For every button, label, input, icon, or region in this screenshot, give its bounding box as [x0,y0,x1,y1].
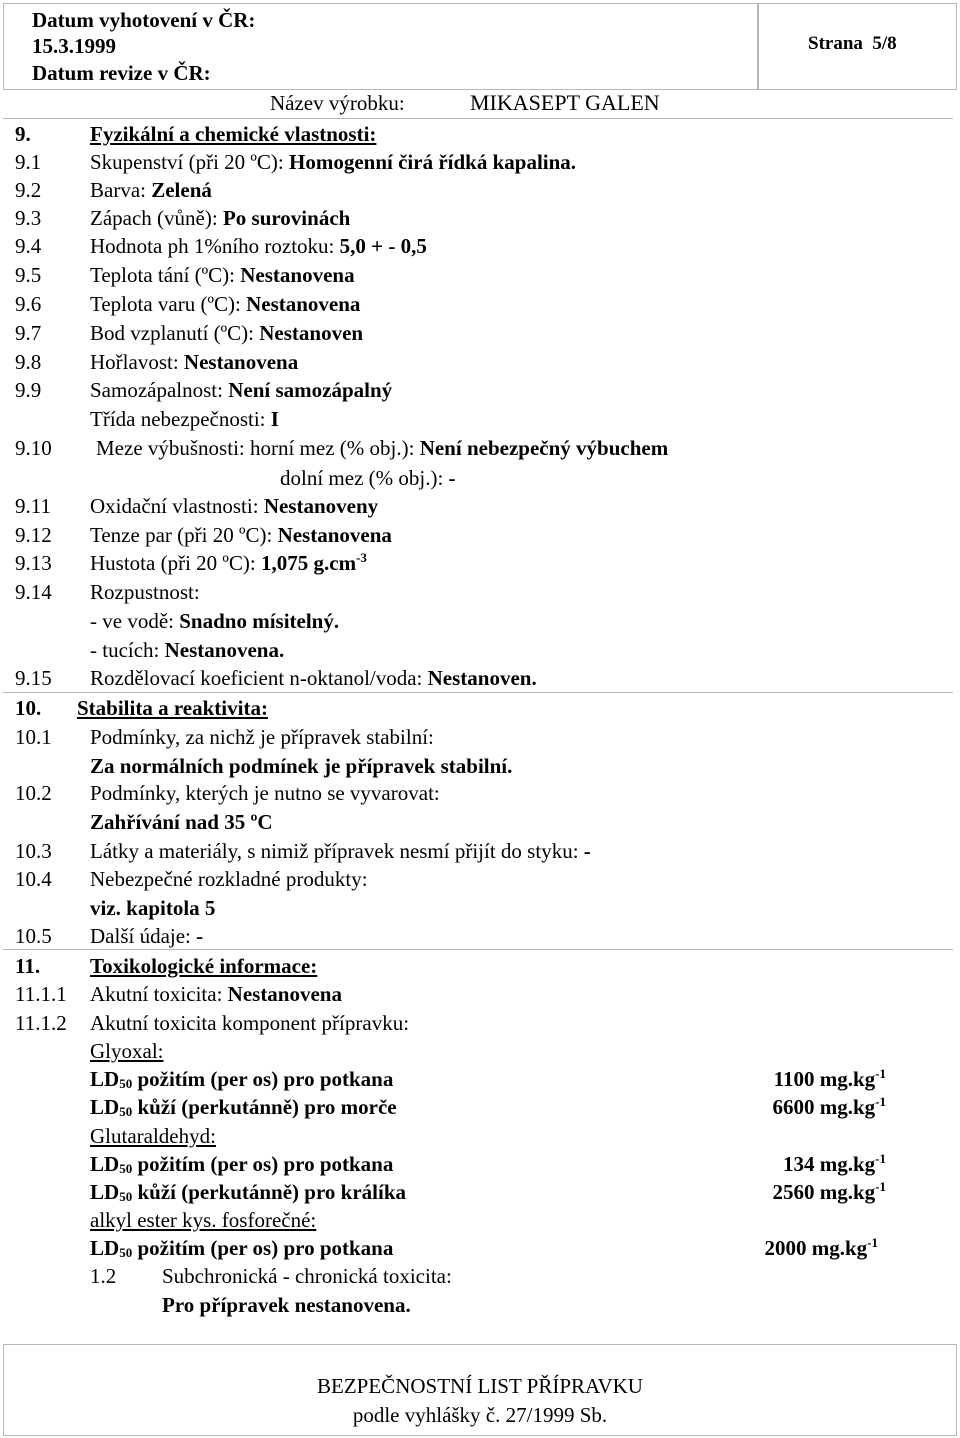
item-number: 9.4 [15,234,42,258]
ld-subscript: 50 [119,1104,133,1119]
property-label: Subchronická - chronická toxicita: [162,1264,452,1288]
section-title: Fyzikální a chemické vlastnosti: [90,122,377,146]
property-label: Bod vzplanutí (ºC): [90,321,254,345]
item-number: 9.2 [15,178,42,202]
item-number: 10.4 [15,867,52,891]
property-value: Zahřívání nad 35 ºC [90,810,273,834]
toxicity-row [0,1234,960,1262]
property-subrow [0,636,960,664]
property-value: Nestanovena. [164,638,285,662]
toxicity-row [0,1178,960,1206]
item-number: 9.10 [15,436,52,460]
property-label: Třída nebezpečnosti: [90,407,266,431]
item-number: 10.1 [15,725,52,749]
section-divider [3,692,953,693]
property-row [0,492,960,520]
section-title: Toxikologické informace: [90,954,318,978]
toxicity-value: 134 mg.kg [782,1152,876,1176]
ld-label: LD [90,1152,120,1176]
property-row [0,261,960,289]
property-subrow [0,752,960,780]
section-9-heading [0,120,960,148]
property-label: - ve vodě: [90,609,174,633]
property-label: Hodnota ph 1%ního roztoku: [90,234,335,258]
item-number: 9.8 [15,350,42,374]
property-value: 1,075 g.cm [261,551,357,575]
property-row [0,434,960,462]
item-number: 9.7 [15,321,42,345]
property-label: Podmínky, kterých je nutno se vyvarovat: [90,781,440,805]
property-value: I [270,407,279,431]
property-label: - tucích: [90,638,160,662]
property-value: Nestanoven. [427,666,537,690]
unit-exponent: -1 [875,1151,886,1166]
property-label: Oxidační vlastnosti: [90,494,259,518]
item-number: 9.6 [15,292,42,316]
ld-subscript: 50 [119,1189,133,1204]
item-number: 9.11 [15,494,51,518]
header-divider [3,118,953,119]
footer-title: BEZPEČNOSTNÍ LIST PŘÍPRAVKU [317,1374,643,1398]
property-row [0,204,960,232]
property-label: Rozpustnost: [90,580,200,604]
property-row [0,549,960,577]
property-value: Zelená [151,178,212,202]
exposure-route: požitím (per os) pro potkana [137,1152,394,1176]
property-label: Barva: [90,178,146,202]
product-label: Název výrobku: [270,91,405,115]
property-row [0,319,960,347]
property-label: Látky a materiály, s nimiž přípravek nesmí přijít do styku: [90,839,579,863]
property-row [0,980,960,1008]
component-label: alkyl ester kys. fosforečné: [90,1208,317,1232]
section-number: 11. [15,954,41,978]
component-name [0,1206,960,1234]
property-row [0,348,960,376]
property-label: Další údaje: [90,924,191,948]
ld-label: LD [90,1067,120,1091]
property-subrow [0,808,960,836]
ld-subscript: 50 [119,1161,133,1176]
ld-label: LD [90,1180,120,1204]
property-row [0,290,960,318]
property-value: - [448,466,456,490]
property-value: Není samozápalný [228,378,393,402]
section-11-heading [0,952,960,980]
property-value: - [196,924,204,948]
toxicity-value: 2000 mg.kg [764,1236,868,1260]
footer-subtitle: podle vyhlášky č. 27/1999 Sb. [352,1403,608,1427]
section-divider [3,949,953,950]
property-label: Podmínky, za nichž je přípravek stabilní: [90,725,434,749]
issue-date: 15.3.1999 [32,34,116,58]
section-10-heading [0,694,960,722]
property-label: Nebezpečné rozkladné produkty: [90,867,368,891]
property-value: Nestanoveny [263,494,379,518]
property-label: Akutní toxicita: [90,982,223,1006]
ld-label: LD [90,1095,120,1119]
item-number: 9.14 [15,580,52,604]
property-value: Nestanovena [277,523,392,547]
unit-exponent: -3 [356,550,367,565]
property-label: Teplota varu (ºC): [90,292,241,316]
item-number: 1.2 [90,1264,117,1288]
property-value: Po surovinách [222,206,351,230]
property-value: 5,0 + - 0,5 [339,234,427,258]
property-label: Akutní toxicita komponent přípravku: [90,1011,410,1035]
ld-label: LD [90,1236,120,1260]
item-number: 11.1.1 [15,982,67,1006]
ld-subscript: 50 [119,1245,133,1260]
exposure-route: požitím (per os) pro potkana [137,1236,394,1260]
product-name: MIKASEPT GALEN [470,90,660,115]
property-value: Nestanovena [227,982,342,1006]
property-label: Hustota (při 20 ºC): [90,551,256,575]
component-label: Glyoxal: [90,1039,164,1063]
property-subrow [0,607,960,635]
property-row [0,779,960,807]
property-row [0,176,960,204]
item-number: 9.5 [15,263,42,287]
property-value: Homogenní čirá řídká kapalina. [289,150,577,174]
property-label: Skupenství (při 20 ºC): [90,150,284,174]
property-value: Za normálních podmínek je přípravek stabilní. [90,754,513,778]
property-label: Tenze par (při 20 ºC): [90,523,273,547]
exposure-route: požitím (per os) pro potkana [137,1067,394,1091]
page-label: Strana [808,33,863,54]
unit-exponent: -1 [875,1066,886,1081]
page-indicator [808,33,897,55]
property-label: Samozápalnost: [90,378,223,402]
property-subrow [0,464,960,492]
property-subrow [0,894,960,922]
property-label: Meze výbušnosti: horní mez (% obj.): [96,436,415,460]
ld-subscript: 50 [119,1076,133,1091]
property-value: Nestanovena [246,292,361,316]
property-row [0,148,960,176]
property-label: Rozdělovací koeficient n-oktanol/voda: [90,666,423,690]
property-value: Není nebezpečný výbuchem [419,436,669,460]
property-row [0,865,960,893]
property-row [0,232,960,260]
property-row [0,376,960,404]
property-value: Nestanoven [259,321,364,345]
item-number: 11.1.2 [15,1011,67,1035]
item-number: 9.9 [15,378,42,402]
toxicity-row [0,1093,960,1121]
property-row [0,1262,960,1290]
item-number: 9.13 [15,551,52,575]
property-label: Zápach (vůně): [90,206,218,230]
item-number: 10.3 [15,839,52,863]
item-number: 9.15 [15,666,52,690]
component-label: Glutaraldehyd: [90,1124,216,1148]
property-subrow [0,1291,960,1319]
section-title: Stabilita a reaktivita: [77,696,268,720]
component-name [0,1122,960,1150]
item-number: 9.3 [15,206,42,230]
toxicity-value: 1100 mg.kg [773,1067,876,1091]
property-row [0,521,960,549]
property-row [0,1009,960,1037]
property-value: Nestanovena [183,350,299,374]
item-number: 10.2 [15,781,52,805]
exposure-route: kůží (perkutánně) pro morče [137,1095,397,1119]
issue-date-label: Datum vyhotovení v ČR: [32,8,256,32]
toxicity-value: 6600 mg.kg [772,1095,876,1119]
page-value: 5/8 [872,33,897,54]
section-number: 10. [15,696,42,720]
toxicity-row [0,1065,960,1093]
property-row [0,837,960,865]
property-value: Snadno mísitelný. [179,609,340,633]
property-row [0,723,960,751]
property-subrow [0,405,960,433]
property-value: viz. kapitola 5 [90,896,216,920]
section-number: 9. [15,122,31,146]
unit-exponent: -1 [867,1235,878,1250]
property-row [0,664,960,692]
toxicity-value: 2560 mg.kg [772,1180,876,1204]
property-row [0,922,960,950]
item-number: 9.12 [15,523,52,547]
revision-date-label: Datum revize v ČR: [32,61,211,85]
unit-exponent: -1 [875,1179,886,1194]
property-value: Nestanovena [240,263,355,287]
unit-exponent: -1 [875,1094,886,1109]
component-name [0,1037,960,1065]
item-number: 9.1 [15,150,42,174]
toxicity-row [0,1150,960,1178]
property-label: Hořlavost: [90,350,179,374]
property-label: Teplota tání (ºC): [90,263,236,287]
item-number: 10.5 [15,924,52,948]
exposure-route: kůží (perkutánně) pro králíka [137,1180,407,1204]
property-row [0,578,960,606]
property-value: - [583,839,591,863]
property-label: dolní mez (% obj.): [280,466,444,490]
property-value: Pro přípravek nestanovena. [162,1293,411,1317]
